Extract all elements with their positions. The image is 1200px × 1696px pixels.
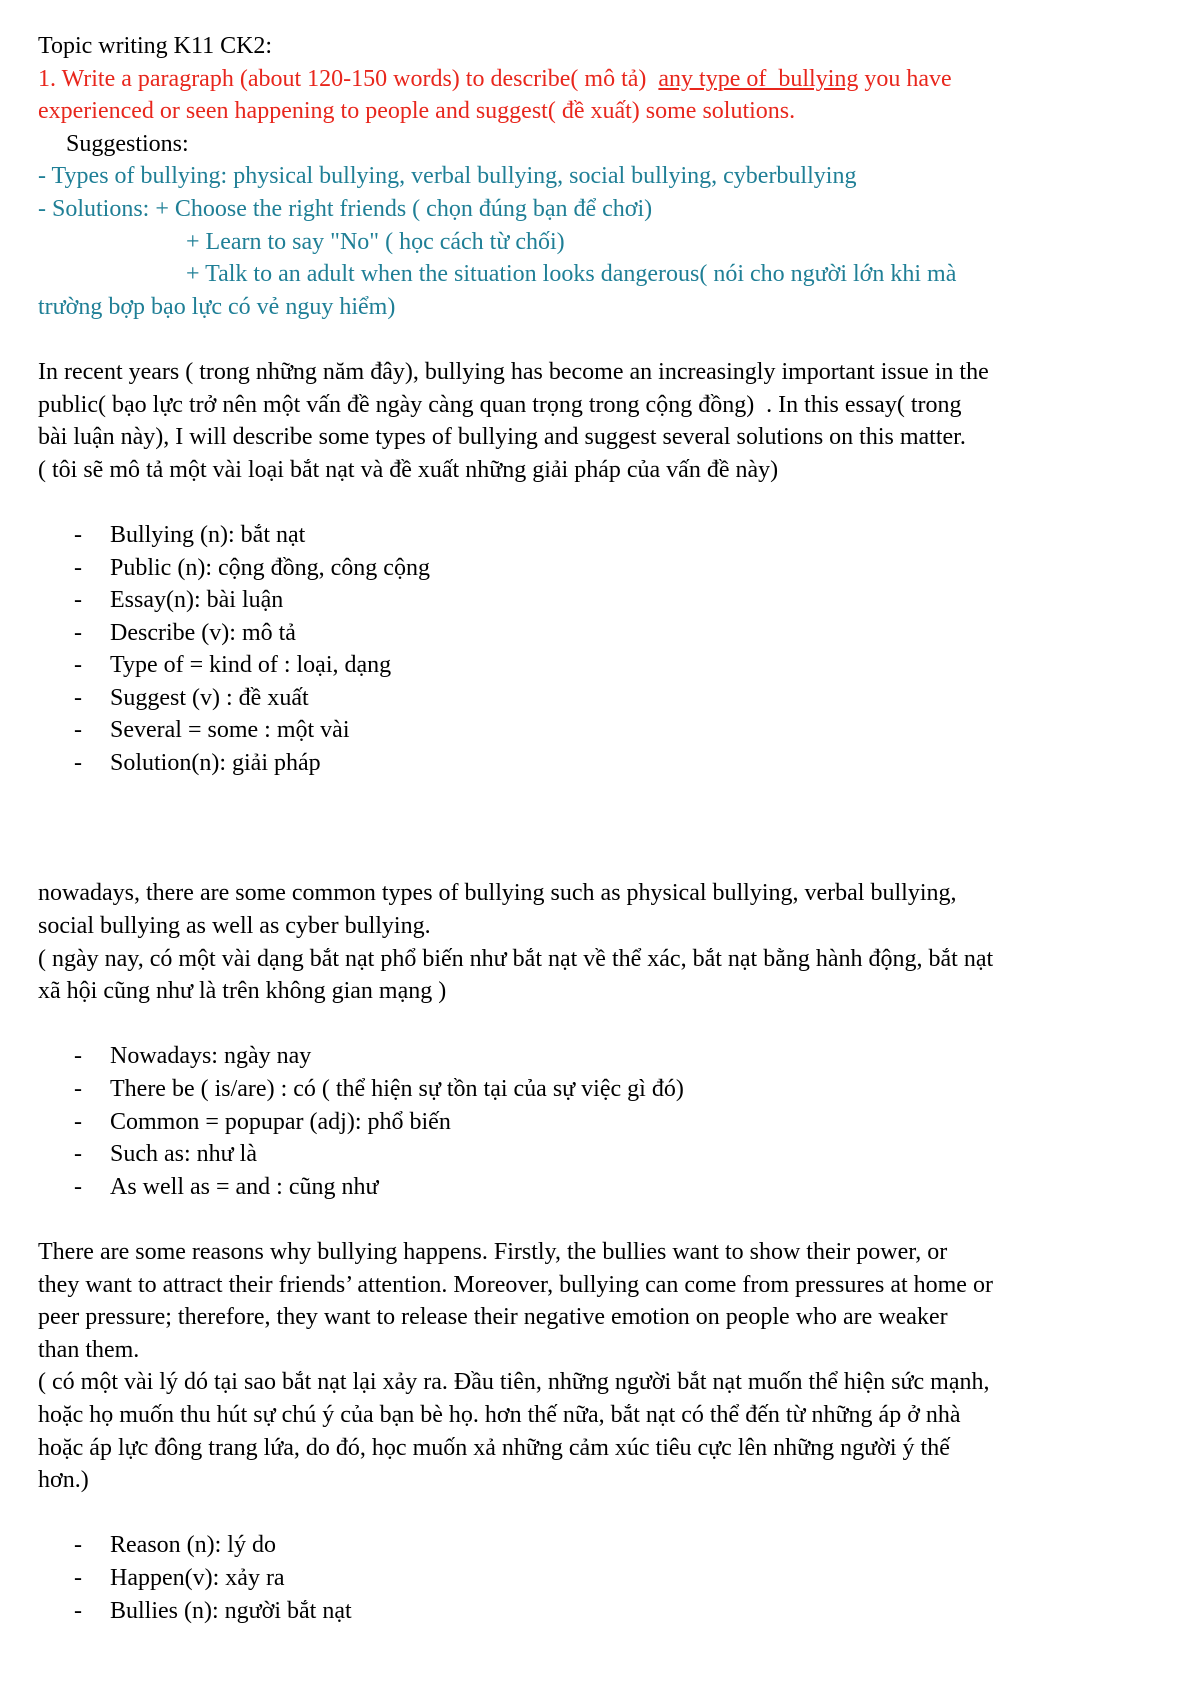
vocab-item: - Bullies (n): người bắt nạt xyxy=(38,1595,1178,1628)
suggestions-label: Suggestions: xyxy=(66,130,189,157)
types-vocab-list xyxy=(38,1040,1178,1203)
bullet-dash: - xyxy=(74,1173,82,1200)
suggestion-solution-1: - Solutions: + Choose the right friends ( chọn đúng bạn để chơi) xyxy=(38,195,653,222)
vocab-item: - Common = popupar (adj): phổ biến xyxy=(38,1106,1178,1139)
document-title: Topic writing K11 CK2: xyxy=(38,33,273,59)
paragraph-line: In recent years ( trong những năm đây), bullying has become an increasingly important issue in the xyxy=(38,358,989,385)
vocab-item: - There be ( is/are) : có ( thể hiện sự tồn tại của sự việc gì đó) xyxy=(38,1073,1178,1106)
paragraph-line: hoặc họ muốn thu hút sự chú ý của bạn bè họ. hơn thế nữa, bắt nạt có thể đến từ những áp ở nhà xyxy=(38,1401,961,1428)
task-line-2: experienced or seen happening to people and suggest( đề xuất) some solutions. xyxy=(38,98,796,125)
intro-vocab-list xyxy=(38,519,1178,780)
vocab-item: - Bullying (n): bắt nạt xyxy=(38,519,1178,552)
spacer xyxy=(38,780,1178,878)
bullet-dash: - xyxy=(74,717,82,744)
types-paragraph xyxy=(38,877,1178,1007)
spacer xyxy=(38,323,1178,356)
reasons-paragraph xyxy=(38,1236,1178,1497)
bullet-dash: - xyxy=(74,1076,82,1103)
bullet-dash: - xyxy=(74,1108,82,1135)
bullet-dash: - xyxy=(74,587,82,614)
spacer xyxy=(38,1497,1178,1530)
spacer xyxy=(38,1203,1178,1236)
paragraph-line: ( ngày nay, có một vài dạng bắt nạt phổ biến như bắt nạt về thể xác, bắt nạt bằng hành động, bắt nạt xyxy=(38,945,994,972)
paragraph-line: hoặc áp lực đông trang lứa, do đó, học muốn xả những cảm xúc tiêu cực lên những người ý thế xyxy=(38,1434,950,1461)
paragraph-line: public( bạo lực trở nên một vấn đề ngày càng quan trọng trong cộng đồng) . In this essay( trong xyxy=(38,391,962,418)
vocab-item: - Suggest (v) : đề xuất xyxy=(38,682,1178,715)
intro-paragraph xyxy=(38,356,1178,486)
bullet-dash: - xyxy=(74,750,82,777)
suggestion-solution-3-cont: trường bợp bạo lực có vẻ nguy hiểm) xyxy=(38,293,396,320)
bullet-dash: - xyxy=(74,619,82,646)
paragraph-line: they want to attract their friends’ attention. Moreover, bullying can come from pressures at home or xyxy=(38,1271,993,1298)
vocab-item: - Public (n): cộng đồng, công cộng xyxy=(38,552,1178,585)
vocab-item: - Happen(v): xảy ra xyxy=(38,1562,1178,1595)
vocab-item: - Reason (n): lý do xyxy=(38,1529,1178,1562)
vocab-item: - Several = some : một vài xyxy=(38,714,1178,747)
suggestion-solution-2: + Learn to say "No" ( học cách từ chối) xyxy=(186,228,565,255)
vocab-item: - Essay(n): bài luận xyxy=(38,584,1178,617)
bullet-dash: - xyxy=(74,684,82,711)
paragraph-line: bài luận này), I will describe some types of bullying and suggest several solutions on this matter. xyxy=(38,424,966,451)
paragraph-line: ( tôi sẽ mô tả một vài loại bắt nạt và đề xuất những giải pháp của vấn đề này) xyxy=(38,456,779,483)
bullet-dash: - xyxy=(74,521,82,548)
spacer xyxy=(38,486,1178,519)
paragraph-line: hơn.) xyxy=(38,1467,89,1494)
document-page xyxy=(38,30,1178,1627)
paragraph-line: xã hội cũng như là trên không gian mạng ) xyxy=(38,978,447,1005)
suggestion-solution-3: + Talk to an adult when the situation looks dangerous( nói cho người lớn khi mà xyxy=(186,261,957,288)
vocab-item: - Describe (v): mô tả xyxy=(38,617,1178,650)
vocab-item: - Type of = kind of : loại, dạng xyxy=(38,649,1178,682)
bullet-dash: - xyxy=(74,1532,82,1559)
paragraph-line: than them. xyxy=(38,1336,140,1363)
bullet-dash: - xyxy=(74,1141,82,1168)
task-line-1: 1. Write a paragraph (about 120-150 words) to describe( mô tả) any type of bullying you have xyxy=(38,65,952,92)
vocab-item: - Such as: như là xyxy=(38,1138,1178,1171)
bullet-dash: - xyxy=(74,652,82,679)
bullet-dash: - xyxy=(74,1564,82,1591)
paragraph-line: social bullying as well as cyber bullying. xyxy=(38,913,431,940)
paragraph-line: ( có một vài lý dó tại sao bắt nạt lại xảy ra. Đầu tiên, những người bắt nạt muốn thể hiện sức mạnh, xyxy=(38,1369,990,1396)
spacer xyxy=(38,1008,1178,1041)
bullet-dash: - xyxy=(74,1597,82,1624)
paragraph-line: There are some reasons why bullying happens. Firstly, the bullies want to show their power, or xyxy=(38,1238,948,1265)
bullet-dash: - xyxy=(74,1043,82,1070)
bullet-dash: - xyxy=(74,554,82,581)
vocab-item: - As well as = and : cũng như xyxy=(38,1171,1178,1204)
underlined-phrase: any type of bullying xyxy=(658,65,859,92)
vocab-item: - Nowadays: ngày nay xyxy=(38,1040,1178,1073)
suggestion-types: - Types of bullying: physical bullying, verbal bullying, social bullying, cyberbullying xyxy=(38,163,857,190)
reasons-vocab-list xyxy=(38,1529,1178,1627)
vocab-item: - Solution(n): giải pháp xyxy=(38,747,1178,780)
paragraph-line: nowadays, there are some common types of bullying such as physical bullying, verbal bullying, xyxy=(38,880,957,907)
paragraph-line: peer pressure; therefore, they want to release their negative emotion on people who are weaker xyxy=(38,1304,948,1331)
